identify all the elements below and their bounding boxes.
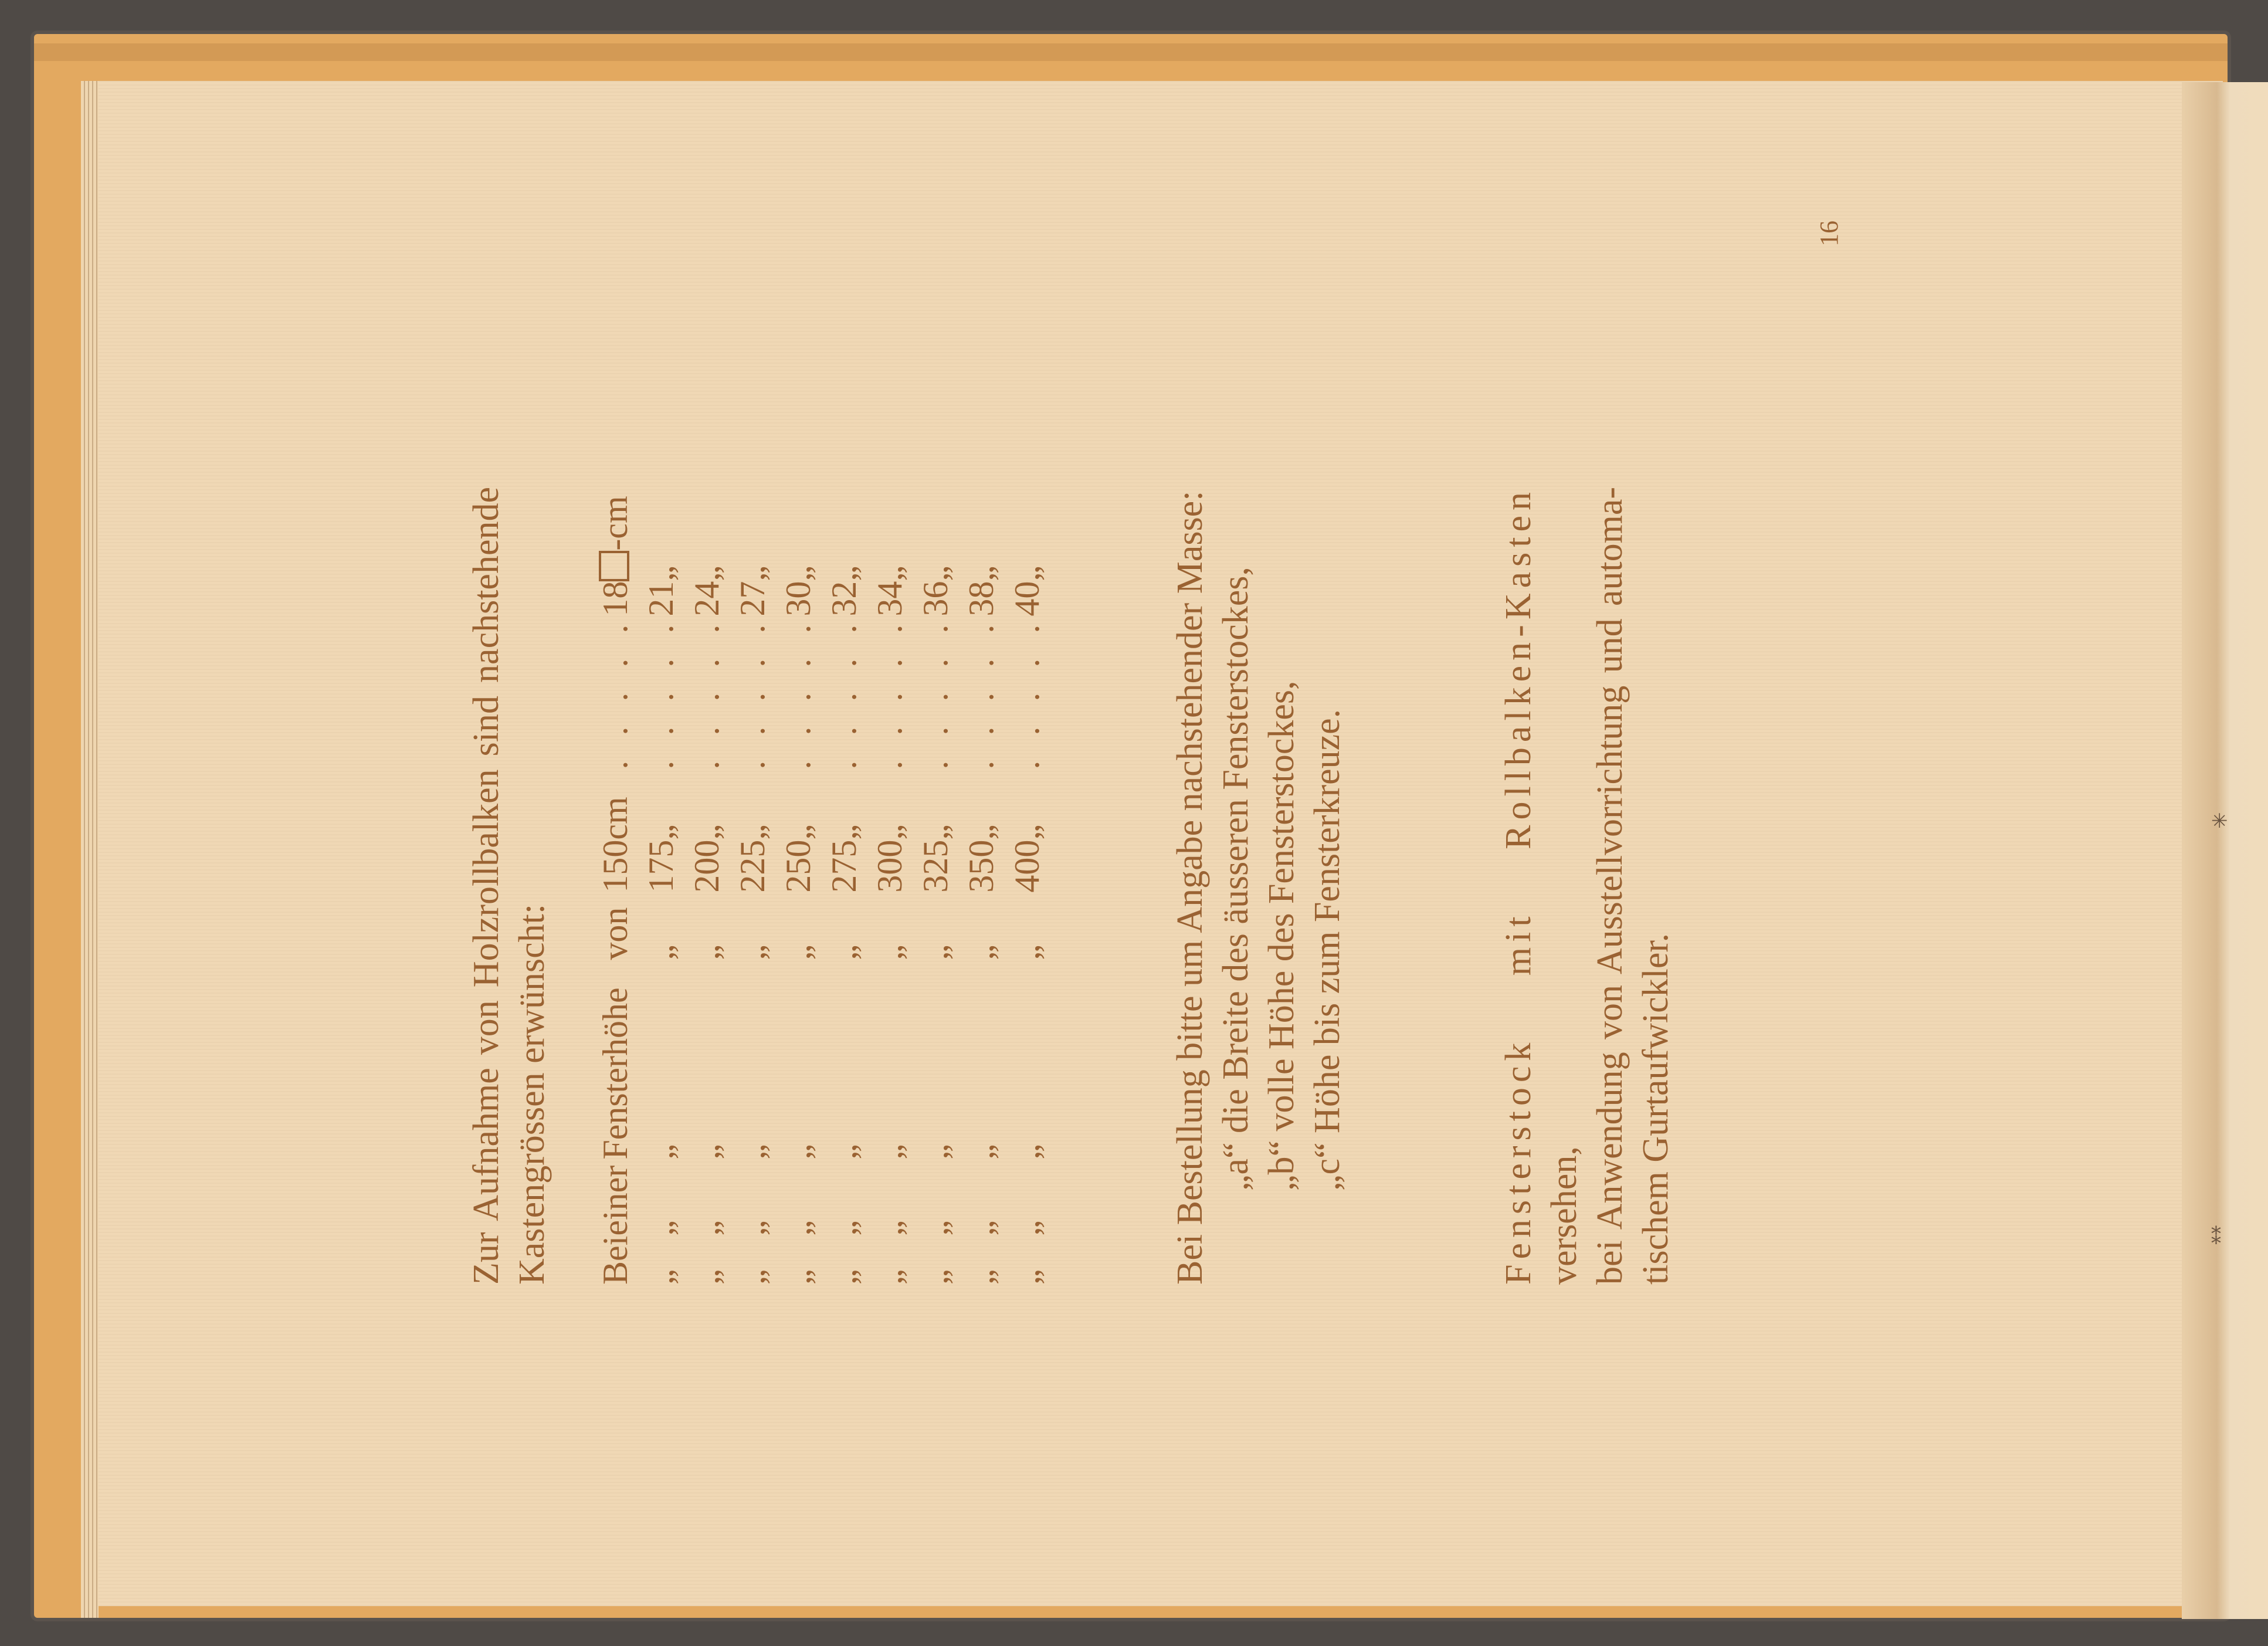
ditto-mark: „ xyxy=(642,1144,680,1160)
measure-c: „c“ Höhe bis zum Fensterkreuze. xyxy=(1307,709,1347,1191)
ditto-mark: „ xyxy=(687,824,726,840)
order-intro: Bei Bestellung bitte um Angabe nachstehender Masse: xyxy=(1170,490,1210,1285)
leader-dots: . . . . . xyxy=(687,616,726,770)
leader-dots: . . . . . xyxy=(870,616,909,770)
window-height: 325 xyxy=(916,839,955,893)
box-area: 18 xyxy=(596,581,635,617)
square-symbol-icon xyxy=(599,551,629,581)
ditto-mark: „ xyxy=(870,944,909,960)
cover-top-edge xyxy=(34,43,2228,61)
area-unit: „ xyxy=(825,565,863,581)
size-row xyxy=(638,496,684,1285)
page-stack-edge xyxy=(81,81,99,1618)
window-height: 400 xyxy=(1008,839,1046,893)
window-frame-paragraph xyxy=(1496,487,1679,1285)
ditto-mark: „ xyxy=(870,1269,909,1285)
ditto-mark: „ xyxy=(825,1144,863,1160)
box-area: 21 xyxy=(642,581,680,617)
row-prefix-fensterhoehe: Fensterhöhe xyxy=(596,987,635,1160)
binding-stitch: ✳ xyxy=(2211,810,2228,833)
ditto-mark: „ xyxy=(779,1220,818,1236)
ditto-mark: „ xyxy=(916,944,955,960)
area-unit: „ xyxy=(687,565,726,581)
size-row xyxy=(958,496,1004,1285)
box-area: 32 xyxy=(825,581,863,617)
measure-a: „a“ die Breite des äusseren Fensterstockes, xyxy=(1216,567,1256,1191)
page-number: 16 xyxy=(1815,221,1843,246)
window-height: 250 xyxy=(779,839,818,893)
leader-dots: . . . . . xyxy=(916,616,955,770)
frame-line-1-spaced: Fensterstock mit Rollbalken-Kasten xyxy=(1499,487,1538,1285)
ditto-mark: „ xyxy=(642,824,680,840)
window-height: 150 xyxy=(596,839,635,893)
box-area: 34 xyxy=(870,581,909,617)
ditto-mark: „ xyxy=(687,1269,726,1285)
ditto-mark: „ xyxy=(870,1144,909,1160)
ditto-mark: „ xyxy=(733,944,772,960)
ditto-mark: „ xyxy=(642,944,680,960)
ditto-mark: „ xyxy=(870,824,909,840)
ditto-mark: „ xyxy=(779,1144,818,1160)
intro-line: Kastengrössen erwünscht: xyxy=(512,903,552,1285)
ditto-mark: „ xyxy=(687,1144,726,1160)
ditto-mark: „ xyxy=(916,1269,955,1285)
box-area: 38 xyxy=(962,581,1001,617)
area-unit: „ xyxy=(962,565,1001,581)
ditto-mark: „ xyxy=(642,1269,680,1285)
ditto-mark: „ xyxy=(733,1220,772,1236)
box-area: 24 xyxy=(687,581,726,617)
ditto-mark: „ xyxy=(962,824,1001,840)
ditto-mark: „ xyxy=(916,824,955,840)
ditto-mark: „ xyxy=(733,824,772,840)
size-row xyxy=(867,496,913,1285)
area-unit: „ xyxy=(1008,565,1046,581)
ditto-mark: „ xyxy=(916,1144,955,1160)
box-area: 27 xyxy=(733,581,772,617)
ditto-mark: „ xyxy=(825,1269,863,1285)
window-height: 350 xyxy=(962,839,1001,893)
ditto-mark: „ xyxy=(825,1220,863,1236)
ditto-mark: „ xyxy=(1008,824,1046,840)
box-area: 36 xyxy=(916,581,955,617)
area-unit: „ xyxy=(733,565,772,581)
ditto-mark: „ xyxy=(916,1220,955,1236)
ditto-mark: „ xyxy=(642,1220,680,1236)
ditto-mark: „ xyxy=(779,824,818,840)
measure-b: „b“ volle Höhe des Fensterstockes, xyxy=(1262,680,1301,1191)
ditto-mark: „ xyxy=(962,944,1001,960)
ditto-mark: „ xyxy=(687,1220,726,1236)
row-prefix-bei: Bei xyxy=(596,1235,635,1285)
frame-line-3: tischem Gurtaufwickler. xyxy=(1636,933,1676,1285)
ditto-mark: „ xyxy=(962,1220,1001,1236)
window-height: 200 xyxy=(687,839,726,893)
area-unit: „ xyxy=(779,565,818,581)
size-row xyxy=(1004,496,1050,1285)
ditto-mark: „ xyxy=(1008,1144,1046,1160)
frame-line-2: bei Anwendung von Ausstellvorrichtung und automa- xyxy=(1590,487,1630,1285)
row-prefix-von: von xyxy=(596,907,635,960)
row-prefix-einer: einer xyxy=(596,1165,635,1236)
size-row xyxy=(592,496,638,1285)
leader-dots: . . . . . xyxy=(962,616,1001,770)
ditto-mark: „ xyxy=(687,944,726,960)
ditto-mark: „ xyxy=(779,944,818,960)
intro-paragraph xyxy=(463,487,555,1285)
frame-line-1 xyxy=(1496,487,1587,1285)
leader-dots: . . . . . xyxy=(825,616,863,770)
book-gutter xyxy=(2182,82,2268,1619)
leader-dots: . . . . . xyxy=(642,616,680,770)
order-instructions xyxy=(1167,491,1350,1285)
size-row xyxy=(684,496,730,1285)
ditto-mark: „ xyxy=(733,1144,772,1160)
ditto-mark: „ xyxy=(825,824,863,840)
area-unit: „ xyxy=(642,565,680,581)
ditto-mark: „ xyxy=(1008,1220,1046,1236)
length-unit: cm xyxy=(596,797,635,840)
area-unit: „ xyxy=(916,565,955,581)
window-height: 300 xyxy=(870,839,909,893)
box-sizes-table xyxy=(592,496,1050,1285)
ditto-mark: „ xyxy=(779,1269,818,1285)
leader-dots: . . . . . xyxy=(733,616,772,770)
frame-line-1-rest: versehen, xyxy=(1544,1146,1584,1285)
leader-dots: . . . . . xyxy=(1008,616,1046,770)
leader-dots: . . . . . xyxy=(596,616,635,770)
ditto-mark: „ xyxy=(1008,1269,1046,1285)
ditto-mark: „ xyxy=(962,1144,1001,1160)
window-height: 175 xyxy=(642,839,680,893)
intro-line: Zur Aufnahme von Holzrollbalken sind nachstehende xyxy=(466,487,506,1285)
ditto-mark: „ xyxy=(962,1269,1001,1285)
area-unit: „ xyxy=(870,565,909,581)
ditto-mark: „ xyxy=(870,1220,909,1236)
ditto-mark: „ xyxy=(825,944,863,960)
rotated-page-content xyxy=(434,70,2088,1326)
size-row xyxy=(821,496,867,1285)
size-row xyxy=(775,496,821,1285)
size-row xyxy=(730,496,775,1285)
size-row xyxy=(913,496,958,1285)
area-unit xyxy=(592,496,638,581)
box-area: 30 xyxy=(779,581,818,617)
window-height: 225 xyxy=(733,839,772,893)
binding-stitch: ⁑ xyxy=(2211,1226,2221,1249)
area-unit-text: -cm xyxy=(596,496,635,551)
box-area: 40 xyxy=(1008,581,1046,617)
ditto-mark: „ xyxy=(1008,944,1046,960)
window-height: 275 xyxy=(825,839,863,893)
leader-dots: . . . . . xyxy=(779,616,818,770)
ditto-mark: „ xyxy=(733,1269,772,1285)
